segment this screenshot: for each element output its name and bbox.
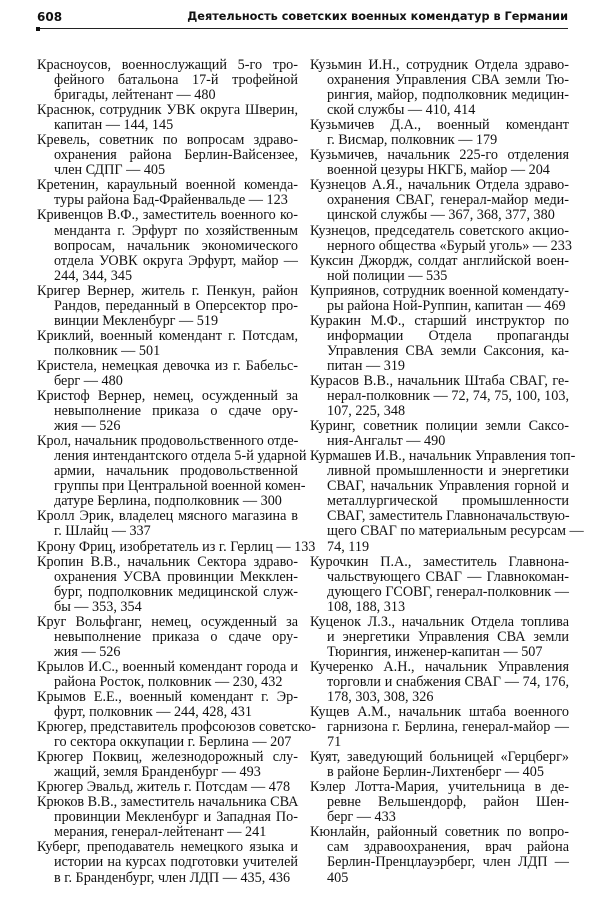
index-entry xyxy=(37,509,298,539)
index-entry-continuation-line: и энергетики Управления СВА земли xyxy=(327,628,569,645)
index-entry-continuation-line: бригады, лейтенант — 480 xyxy=(54,87,216,104)
index-entry xyxy=(310,222,572,254)
index-entry-continuation-line: металлургической промышленности xyxy=(327,493,569,510)
index-entry xyxy=(37,660,298,690)
index-entry-continuation-line: дующего ГСОВГ, генерал-полковник — xyxy=(327,583,569,600)
index-entry-heading-line: Крону Фриц, изобретатель из г. Герлиц — 133 xyxy=(37,538,316,555)
index-entry xyxy=(310,555,569,615)
index-entry xyxy=(310,178,569,223)
index-entry-continuation-line: СВАГ, заместитель Главноначальствую- xyxy=(327,508,570,525)
running-header xyxy=(37,6,568,26)
index-entry-continuation-line: 178, 303, 308, 326 xyxy=(327,688,434,705)
index-entry-continuation-line: охранения СВАГ, генерал-майор меди- xyxy=(327,192,569,209)
index-entry-continuation-line: информации Отдела пропаганды xyxy=(327,327,569,344)
index-entry-continuation-line: берг — 480 xyxy=(54,372,123,389)
index-entry-heading-line: Куксин Джордж, солдат английской воен- xyxy=(310,252,569,269)
index-entry-continuation-line: г. Висмар, полковник — 179 xyxy=(327,132,498,149)
index-entry-heading-line: Крол, начальник продовольственного отде- xyxy=(37,433,299,450)
index-entry-heading-line: Крымов Е.Е., военный комендант г. Эр- xyxy=(37,688,298,705)
index-entry xyxy=(37,719,316,751)
index-entry xyxy=(37,133,298,178)
index-entry-continuation-line: г. Шлайц — 337 xyxy=(54,523,151,540)
index-entry xyxy=(37,433,307,510)
index-entry-continuation-line: жащий, земля Бранденбург — 493 xyxy=(54,764,261,781)
index-entry-continuation-line: ры района Ной-Руппин, капитан — 469 xyxy=(327,297,566,314)
index-entry-heading-line: Кролл Эрик, владелец мясного магазина в xyxy=(37,508,298,525)
index-entry-heading-line: Кузьмичев, начальник 225-го отделения xyxy=(310,147,569,164)
index-entry-continuation-line: истории на курсах подготовки учителей xyxy=(54,854,298,871)
index-entry-heading-line: Крылов И.С., военный комендант города и xyxy=(37,658,298,675)
index-entry xyxy=(37,538,316,555)
index-entry-continuation-line: член СДПГ — 405 xyxy=(54,162,166,179)
index-entry xyxy=(310,660,569,705)
index-entry-heading-line: Куят, заведующий больницей «Герцберг» xyxy=(310,749,569,766)
index-entry-continuation-line: провинции Мекленбург и Западная По- xyxy=(54,809,298,826)
index-entry-continuation-line: Управления СВА земли Саксония, ка- xyxy=(327,342,569,359)
index-entry xyxy=(310,148,569,178)
index-entry-heading-line: Кузнецов, председатель советского акцио- xyxy=(310,222,569,239)
index-entry xyxy=(310,780,569,825)
index-entry-continuation-line: питан — 319 xyxy=(327,357,406,374)
index-entry-heading-line: Крюгер Поквиц, железнодорожный слу- xyxy=(37,749,298,766)
index-entry xyxy=(37,750,298,780)
index-column-left xyxy=(37,57,316,886)
index-entry-heading-line: Криклий, военный комендант г. Потсдам, xyxy=(37,327,298,344)
index-entry xyxy=(310,284,569,314)
index-entry-heading-line: Куринг, советник полиции земли Саксо- xyxy=(310,418,569,435)
index-entry-continuation-line: гарнизона г. Берлина, генерал-майор — xyxy=(327,719,569,736)
index-entry xyxy=(310,254,569,284)
index-entry xyxy=(37,615,298,660)
index-entry xyxy=(310,314,569,374)
index-entry-continuation-line: невыполнение приказа о сдаче ору- xyxy=(54,403,298,420)
index-entry-continuation-line: 405 xyxy=(327,869,349,886)
index-entry-heading-line: Кропин В.В., начальник Сектора здраво- xyxy=(37,553,298,570)
index-entry-continuation-line: фурт, полковник — 244, 428, 431 xyxy=(54,704,252,721)
index-entry xyxy=(37,103,298,133)
index-entry-heading-line: Кристела, немецкая девочка из г. Бабельс- xyxy=(37,357,298,374)
index-entry xyxy=(37,795,298,840)
index-entry-heading-line: Красноусов, военнослужащий 5-го тро- xyxy=(37,57,298,73)
index-entry-heading-line: Кузьмин И.Н., сотрудник Отдела здраво- xyxy=(310,57,569,73)
index-entry-continuation-line: цинской службы — 367, 368, 377, 380 xyxy=(327,207,555,224)
index-entry xyxy=(310,750,569,780)
index-entry-continuation-line: ской службы — 410, 414 xyxy=(327,102,476,119)
index-entry xyxy=(310,58,569,118)
index-entry-heading-line: Кущев А.М., начальник штаба военного xyxy=(310,704,569,721)
index-entry xyxy=(37,780,298,795)
index-entry-continuation-line: охранения Управления СВА земли Тю- xyxy=(327,72,569,89)
index-entry-continuation-line: щего СВАГ по материальным ресурсам — xyxy=(327,523,584,540)
index-entry-continuation-line: СВАГ, начальник Управления горной и xyxy=(327,478,569,495)
index-entry-continuation-line: Берлин-Пренцлауэрберг, член ЛДП — xyxy=(327,854,569,871)
index-entry-heading-line: Кретенин, караульный военной коменда- xyxy=(37,177,298,194)
index-entry-continuation-line: района Росток, полковник — 230, 432 xyxy=(54,673,283,690)
index-entry-heading-line: Куракин М.Ф., старший инструктор по xyxy=(310,312,569,329)
index-entry-continuation-line: Рандов, переданный в Оперсектор про- xyxy=(54,297,298,314)
index-entry-continuation-line: ления интендантского отдела 5-й ударной xyxy=(54,448,307,465)
index-entry xyxy=(310,615,569,660)
index-entry xyxy=(37,178,298,208)
index-entry-continuation-line: 107, 225, 348 xyxy=(327,403,406,420)
index-entry-continuation-line: группы при Центральной военной комен- xyxy=(54,478,306,495)
index-entry-continuation-line: го сектора оккупации г. Берлина — 207 xyxy=(54,734,292,751)
index-entry-heading-line: Краснюк, сотрудник УВК округа Шверин, xyxy=(37,102,298,119)
index-entry-continuation-line: невыполнение приказа о сдаче ору- xyxy=(54,628,298,645)
index-entry-continuation-line: рингия, майор, подполковник медицин- xyxy=(327,87,569,104)
index-entry-continuation-line: жия — 526 xyxy=(54,643,121,660)
index-entry-continuation-line: военной цезуры НКГБ, майор — 204 xyxy=(327,162,550,179)
running-title: Деятельность советских военных комендатур в Германии xyxy=(187,10,568,23)
index-entry-continuation-line: бы — 353, 354 xyxy=(54,598,142,615)
index-entry-continuation-line: 244, 344, 345 xyxy=(54,267,133,284)
index-entry-continuation-line: бург, подполковник медицинской служ- xyxy=(54,583,298,600)
index-entry-continuation-line: винции Мекленбург — 519 xyxy=(54,312,219,329)
index-entry xyxy=(310,448,584,555)
index-entry xyxy=(310,419,569,449)
index-entry xyxy=(37,284,298,329)
index-entry-continuation-line: 74, 119 xyxy=(327,538,370,555)
index-entry-heading-line: Крюков В.В., заместитель начальника СВА xyxy=(37,794,299,811)
index-entry-heading-line: Кузнецов А.Я., начальник Отдела здраво- xyxy=(310,177,569,194)
index-entry xyxy=(37,329,298,359)
index-entry-heading-line: Курасов В.В., начальник Штаба СВАГ, ге- xyxy=(310,372,569,389)
index-entry-continuation-line: в районе Берлин-Лихтенберг — 405 xyxy=(327,764,544,781)
index-entry-continuation-line: ния-Ангальт — 490 xyxy=(327,433,446,450)
index-entry-continuation-line: армии, начальник продовольственной xyxy=(54,463,298,480)
index-entry-heading-line: Курмашев И.В., начальник Управления топ- xyxy=(310,448,576,465)
index-entry-continuation-line: отдела УОВК округа Эрфурт, майор — xyxy=(54,252,298,269)
header-rule xyxy=(37,28,568,29)
index-entry-continuation-line: 108, 188, 313 xyxy=(327,598,406,615)
index-entry xyxy=(37,555,298,615)
index-entry-continuation-line: датуре Берлина, подполковник — 300 xyxy=(54,493,282,510)
index-entry-continuation-line: нерал-полковник — 72, 74, 75, 100, 103, xyxy=(327,388,569,405)
page-number: 608 xyxy=(37,10,63,24)
index-entry-heading-line: Крюгер, представитель профсоюзов советско- xyxy=(37,719,316,736)
index-entry xyxy=(37,359,298,389)
index-entry-continuation-line: торговли и снабжения СВАГ — 74, 176, xyxy=(327,673,569,690)
index-entry-continuation-line: чальствующего СВАГ — Главнокоман- xyxy=(327,568,569,585)
index-entry-continuation-line: берг — 433 xyxy=(327,809,396,826)
index-entry xyxy=(310,705,569,750)
index-entry xyxy=(37,840,298,885)
index-entry xyxy=(37,58,298,103)
index-entry xyxy=(37,208,298,283)
index-entry-heading-line: Круг Вольфганг, немец, осужденный за xyxy=(37,613,298,630)
index-entry-heading-line: Кучеренко А.Н., начальник Управления xyxy=(310,658,569,675)
index-entry-continuation-line: ной полиции — 535 xyxy=(327,267,448,284)
index-entry xyxy=(310,825,569,885)
index-entry-heading-line: Кривенцов В.Ф., заместитель военного ко- xyxy=(37,207,298,224)
index-entry-continuation-line: менданта г. Эрфурт по хозяйственным xyxy=(54,222,298,239)
index-entry-continuation-line: ревне Вельшендорф, район Шен- xyxy=(327,794,569,811)
index-entry-continuation-line: охранения УСВА провинции Мекклен- xyxy=(54,568,298,585)
index-entry-continuation-line: сам здравоохранения, врач района xyxy=(327,839,569,856)
index-entry xyxy=(37,389,298,434)
index-entry-heading-line: Кэлер Лотта-Мария, учительница в де- xyxy=(310,779,569,796)
index-entry-heading-line: Кузьмичев Д.А., военный комендант xyxy=(310,117,569,134)
index-entry-continuation-line: мерания, генерал-лейтенант — 241 xyxy=(54,824,267,841)
index-entry-continuation-line: нерного общества «Бурый уголь» — 233 xyxy=(327,237,572,254)
index-column-right xyxy=(310,57,584,886)
index-entry-heading-line: Курочкин П.А., заместитель Главнона- xyxy=(310,553,569,570)
index-entry-heading-line: Кревель, советник по вопросам здраво- xyxy=(37,132,298,149)
index-entry-heading-line: Куберг, преподаватель немецкого языка и xyxy=(37,839,298,856)
index-entry-heading-line: Куприянов, сотрудник военной комендату- xyxy=(310,282,569,299)
index-entry xyxy=(310,374,569,419)
index-entry-continuation-line: Тюрингия, инженер-капитан — 507 xyxy=(327,643,543,660)
index-entry-continuation-line: охранения района Берлин-Вайсензее, xyxy=(54,147,298,164)
index-entry-continuation-line: полковник — 501 xyxy=(54,342,161,359)
index-entry-continuation-line: фейного батальона 17-й трофейной xyxy=(54,72,298,89)
index-entry-heading-line: Кристоф Вернер, немец, осужденный за xyxy=(37,388,298,405)
index-entry-continuation-line: капитан — 144, 145 xyxy=(54,117,174,134)
index-entry-heading-line: Крюгер Эвальд, житель г. Потсдам — 478 xyxy=(37,779,291,796)
index-entry-continuation-line: 71 xyxy=(327,734,342,751)
index-entry-heading-line: Кригер Вернер, житель г. Пенкун, район xyxy=(37,282,298,299)
index-entry-continuation-line: вопросам, начальник экономического xyxy=(54,237,298,254)
index-entry-continuation-line: жия — 526 xyxy=(54,418,121,435)
index-entry-continuation-line: в г. Бранденбург, член ЛДП — 435, 436 xyxy=(54,869,291,886)
header-rule-mark xyxy=(36,27,40,31)
index-entry-heading-line: Кюнлайн, районный советник по вопро- xyxy=(310,824,569,841)
index-entry-continuation-line: ливной промышленности и энергетики xyxy=(327,463,569,480)
index-entry xyxy=(310,118,569,148)
index-entry xyxy=(37,690,298,720)
index-entry-heading-line: Куценок Л.З., начальник Отдела топлива xyxy=(310,613,569,630)
index-entry-continuation-line: туры района Бад-Фрайенвальде — 123 xyxy=(54,192,288,209)
